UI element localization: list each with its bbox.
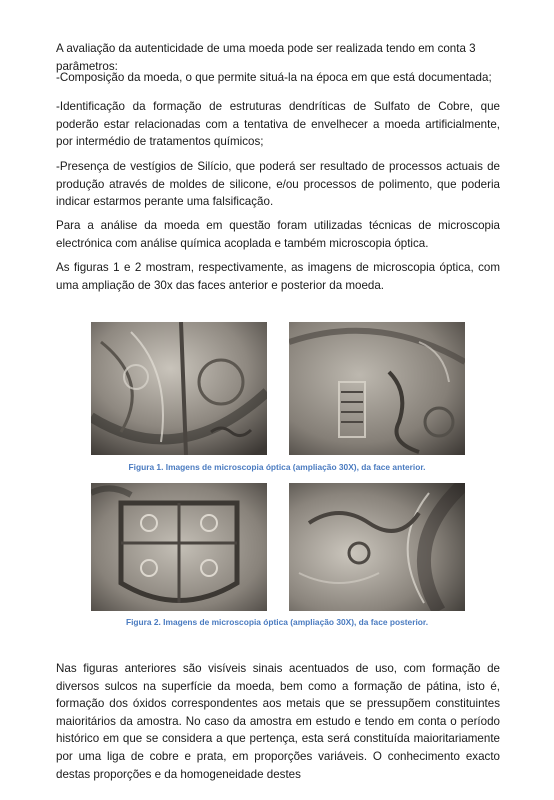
paragraph-silicon: -Presença de vestígios de Silício, que poderá ser resultado de processos actuais de produção através de moldes de silicone, e/ou processos de polimento, que poderia indicar estarmos perante uma falsificação. [56, 160, 500, 209]
coin-micrograph-posterior-2 [289, 483, 465, 611]
paragraph-techniques: Para a análise da moeda em questão foram utilizadas técnicas de microscopia electrónica com análise química acoplada e também microscopia óptica. [56, 219, 500, 250]
paragraph-composition: -Composição da moeda, o que permite situá-la na época em que está documentada; [56, 71, 492, 84]
coin-micrograph-anterior-2 [289, 322, 465, 455]
paragraph-figures-intro: As figuras 1 e 2 mostram, respectivamente, as imagens de microscopia óptica, com uma ampliação de 30x das faces anterior e posterior da moeda. [56, 261, 500, 292]
paragraph-discussion: Nas figuras anteriores são visíveis sinais acentuados de uso, com formação de diversos sulcos na superfície da moeda, bem como a formação de pátina, isto é, formação dos óxidos correspondentes aos metais que se pressupõem constituintes maioritários da amostra. No caso da amostra em estudo e tendo em conta o período histórico em que se considera a que pertença, esta será constituída maioritariamente por uma liga de cobre e prata, em proporções variáveis. O conhecimento exacto destas proporções e da homogeneidade destes [56, 662, 500, 781]
figure-2-caption: Figura 2. Imagens de microscopia óptica (ampliação 30X), da face posterior. [125, 617, 429, 627]
coin-micrograph-anterior-1 [91, 322, 267, 455]
paragraph-dendritic: -Identificação da formação de estruturas dendríticas de Sulfato de Cobre, que poderão estar relacionadas com a tentativa de envelhecer a moeda artificialmente, por intermédio de tratamentos químicos; [56, 100, 500, 149]
paragraph-intro: A avaliação da autenticidade de uma moeda pode ser realizada tendo em conta 3 parâmetros: [56, 42, 476, 73]
figure-1-caption: Figura 1. Imagens de microscopia óptica (ampliação 30X), da face anterior. [128, 462, 426, 472]
coin-micrograph-posterior-1 [91, 483, 267, 611]
